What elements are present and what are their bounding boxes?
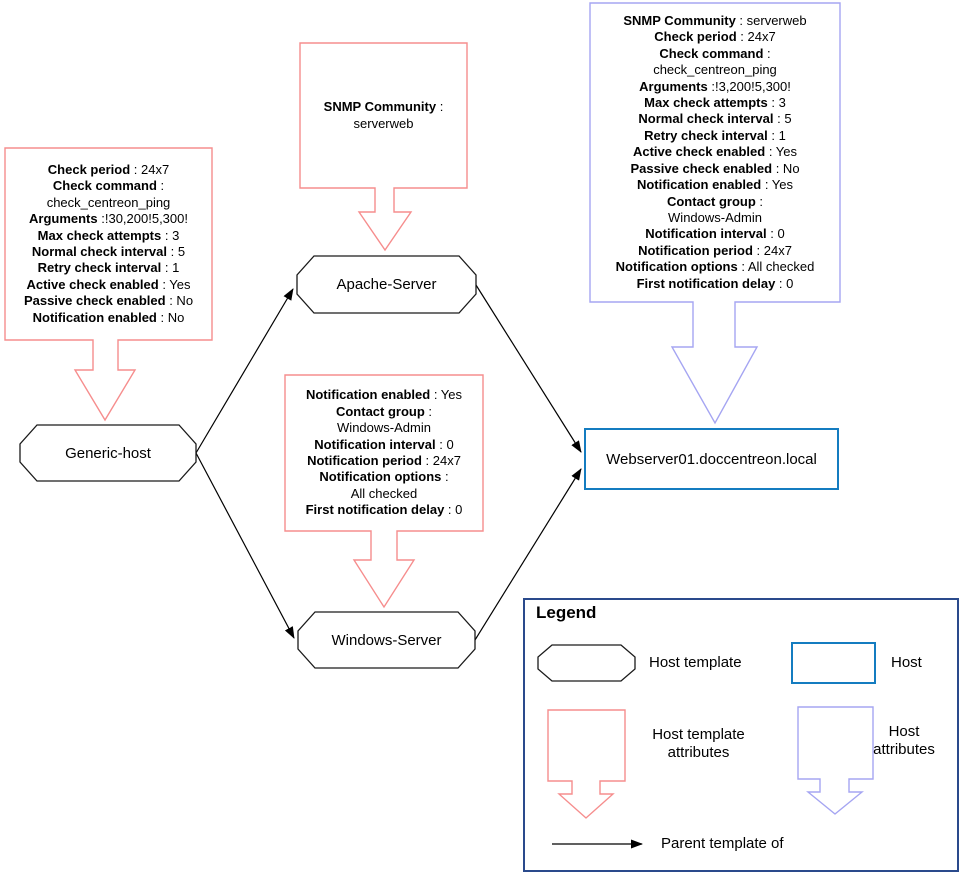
attribute-line: serverweb [353, 115, 414, 131]
webserver-host-attributes-box [590, 3, 840, 302]
legend-host-template-label: Host template [649, 654, 742, 671]
attribute-line: Notification options : [319, 469, 449, 485]
legend-host-template-sample [538, 645, 635, 681]
attribute-line: Retry check interval : 1 [644, 127, 786, 143]
node-generic-host: Generic-host [65, 444, 151, 462]
attribute-line: check_centreon_ping [653, 62, 777, 78]
attribute-line: Check command : [659, 45, 771, 61]
node-windows-server: Windows-Server [331, 631, 442, 649]
attribute-line: Passive check enabled : No [23, 293, 194, 309]
attribute-line: First notification delay : 0 [305, 502, 463, 518]
attribute-line: Windows-Admin [337, 420, 431, 436]
legend-host-attributes-label: Host attributes [873, 723, 935, 758]
attribute-line: Active check enabled : Yes [632, 144, 798, 160]
arrow-apache-to-webserver [476, 285, 581, 452]
attribute-line: Max check attempts : 3 [644, 95, 786, 111]
attribute-line: Notification enabled : Yes [305, 387, 463, 403]
attribute-line: SNMP Community : [323, 99, 444, 115]
attribute-line: Contact group : [666, 193, 764, 209]
notification-attributes-box [285, 375, 483, 531]
attribute-line: First notification delay : 0 [636, 275, 794, 291]
legend-host-template-attributes-label: Host template attributes [652, 726, 745, 761]
attribute-line: Notification period : 24x7 [638, 242, 792, 258]
attribute-line: Normal check interval : 5 [31, 244, 186, 259]
generic-host-attributes-box [5, 148, 212, 340]
node-apache-server: Apache-Server [336, 276, 437, 293]
attribute-line: Arguments :!30,200!5,300! [29, 211, 188, 227]
attribute-line: Contact group : [335, 403, 433, 419]
node-webserver01: Webserver01.doccentreon.local [606, 450, 817, 468]
attribute-line: Notification interval : 0 [645, 226, 785, 242]
attribute-line: Arguments :!3,200!5,300! [639, 78, 791, 94]
legend-host-template-attributes-sample [548, 710, 625, 818]
attribute-line: check_centreon_ping [46, 194, 171, 210]
attribute-line: All checked [350, 485, 418, 501]
arrow-generic-to-windows [196, 453, 294, 638]
attribute-line: Notification enabled : No [32, 309, 185, 325]
attribute-line: Max check attempts : 3 [37, 227, 180, 243]
attribute-line: Check period : 24x7 [654, 29, 776, 45]
attribute-line: Check command : [52, 178, 165, 194]
attribute-line: SNMP Community : serverweb [623, 13, 807, 29]
attribute-line: Notification options : All checked [615, 259, 815, 275]
legend-title: Legend [536, 603, 597, 622]
legend-parent-template-label: Parent template of [661, 835, 784, 852]
attribute-line: Notification enabled : Yes [636, 177, 794, 193]
attribute-line: Retry check interval : 1 [37, 260, 180, 276]
attribute-line: Windows-Admin [668, 209, 762, 225]
legend-host-label: Host [891, 654, 922, 671]
attribute-line: Normal check interval : 5 [638, 111, 792, 127]
attribute-line: Notification period : 24x7 [307, 453, 461, 468]
legend-host-sample [792, 643, 875, 683]
attribute-line: Active check enabled : Yes [26, 276, 191, 292]
attribute-line: Passive check enabled : No [630, 160, 800, 176]
attribute-line: Notification interval : 0 [314, 436, 454, 452]
snmp-community-attributes-box [300, 43, 467, 188]
attribute-line: Check period : 24x7 [47, 161, 170, 177]
